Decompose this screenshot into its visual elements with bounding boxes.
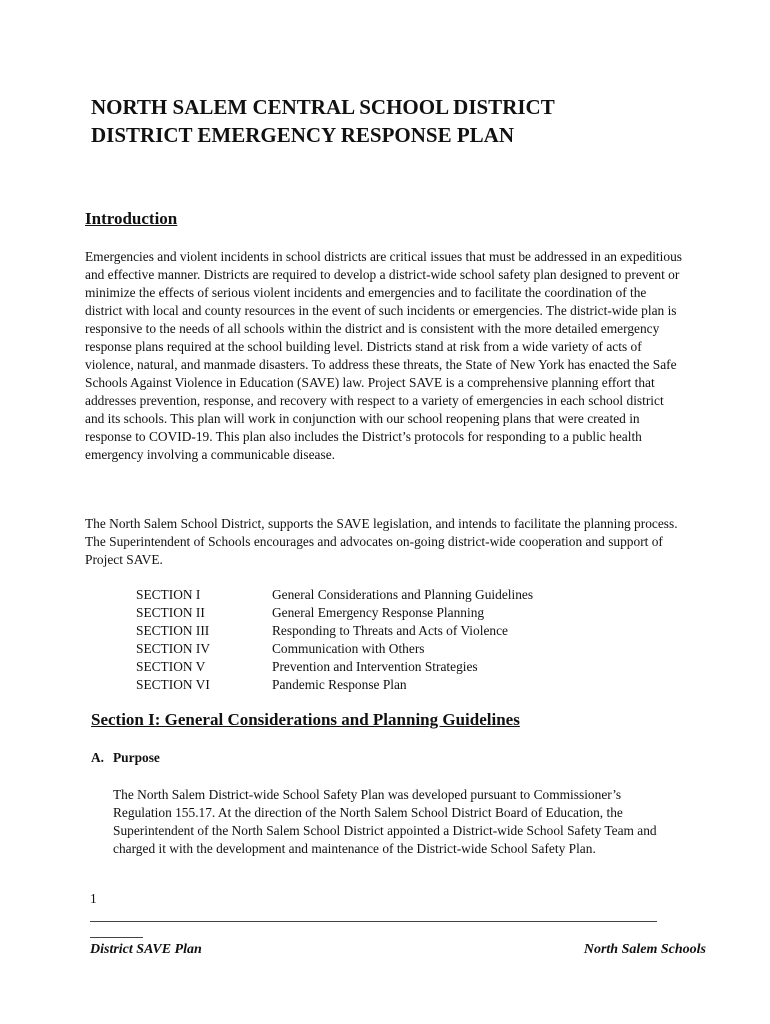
section-title: Responding to Threats and Acts of Violence xyxy=(272,623,508,638)
title-line-2: DISTRICT EMERGENCY RESPONSE PLAN xyxy=(91,123,514,147)
section-label: SECTION VI xyxy=(136,677,210,692)
section-label: SECTION IV xyxy=(136,641,211,656)
section-list-item xyxy=(136,658,533,676)
introduction-paragraph-2: The North Salem School District, supports the SAVE legislation, and intends to facilitate the planning process. The Superintendent of Schools encourages and advocates on-going district-wide cooperation and support of Project SAVE. xyxy=(85,516,678,567)
section-list-item xyxy=(136,604,533,622)
footnote-divider xyxy=(90,937,143,938)
purpose-heading-text: Purpose xyxy=(113,750,160,765)
purpose-heading xyxy=(91,750,160,766)
section-title: Communication with Others xyxy=(272,641,425,656)
section-list-item xyxy=(136,640,533,658)
introduction-heading: Introduction xyxy=(85,209,178,228)
section-list-item xyxy=(136,586,533,604)
purpose-paragraph: The North Salem District-wide School Safety Plan was developed pursuant to Commissioner’s Regulation 155.17. At the direction of the North Salem School District Board of Education, the Superintendent of the North Salem School District appointed a District-wide School Safety Team and charged it with the development and maintenance of the District-wide School Safety Plan. xyxy=(113,787,657,856)
section-list xyxy=(136,586,533,694)
section-label: SECTION II xyxy=(136,605,205,620)
introduction-paragraph-1: Emergencies and violent incidents in school districts are critical issues that must be addressed in an expeditious and effective manner. Districts are required to develop a district-wide school safety plan designed to prevent or minimize the effects of serious violent incidents and emergencies and to facilitate the coordination of the district with local and county resources in the event of such incidents or emergencies. The district-wide plan is responsive to the needs of all schools within the district and is consistent with the more detailed emergency response plans required at the school building level. Districts stand at risk from a wide variety of acts of violence, natural, and manmade disasters. To address these threats, the State of New York has enacted the Safe Schools Against Violence in Education (SAVE) law. Project SAVE is a comprehensive planning effort that addresses prevention, response, and recovery with respect to a variety of emergencies in each school district and its schools. This plan will work in conjunction with our school reopening plans that were created in response to COVID-19. This plan also includes the District’s protocols for responding to a public health emergency involving a communicable disease. xyxy=(85,249,682,462)
title-line-1: NORTH SALEM CENTRAL SCHOOL DISTRICT xyxy=(91,95,555,119)
page-number: 1 xyxy=(90,891,97,906)
section-title: Prevention and Intervention Strategies xyxy=(272,659,478,674)
section-label: SECTION I xyxy=(136,587,201,602)
section-list-item xyxy=(136,622,533,640)
footer-right-text: North Salem Schools xyxy=(583,942,706,957)
section-list-item xyxy=(136,676,533,694)
footer-left-text: District SAVE Plan xyxy=(90,942,202,957)
section-title: Pandemic Response Plan xyxy=(272,677,407,692)
section-1-heading: Section I: General Considerations and Planning Guidelines xyxy=(91,710,520,729)
section-label: SECTION III xyxy=(136,623,210,638)
section-title: General Considerations and Planning Guidelines xyxy=(272,587,534,602)
purpose-letter: A. xyxy=(91,750,105,765)
section-title: General Emergency Response Planning xyxy=(272,605,485,620)
footer-divider xyxy=(90,921,657,922)
document-title xyxy=(91,93,731,149)
section-label: SECTION V xyxy=(136,659,206,674)
